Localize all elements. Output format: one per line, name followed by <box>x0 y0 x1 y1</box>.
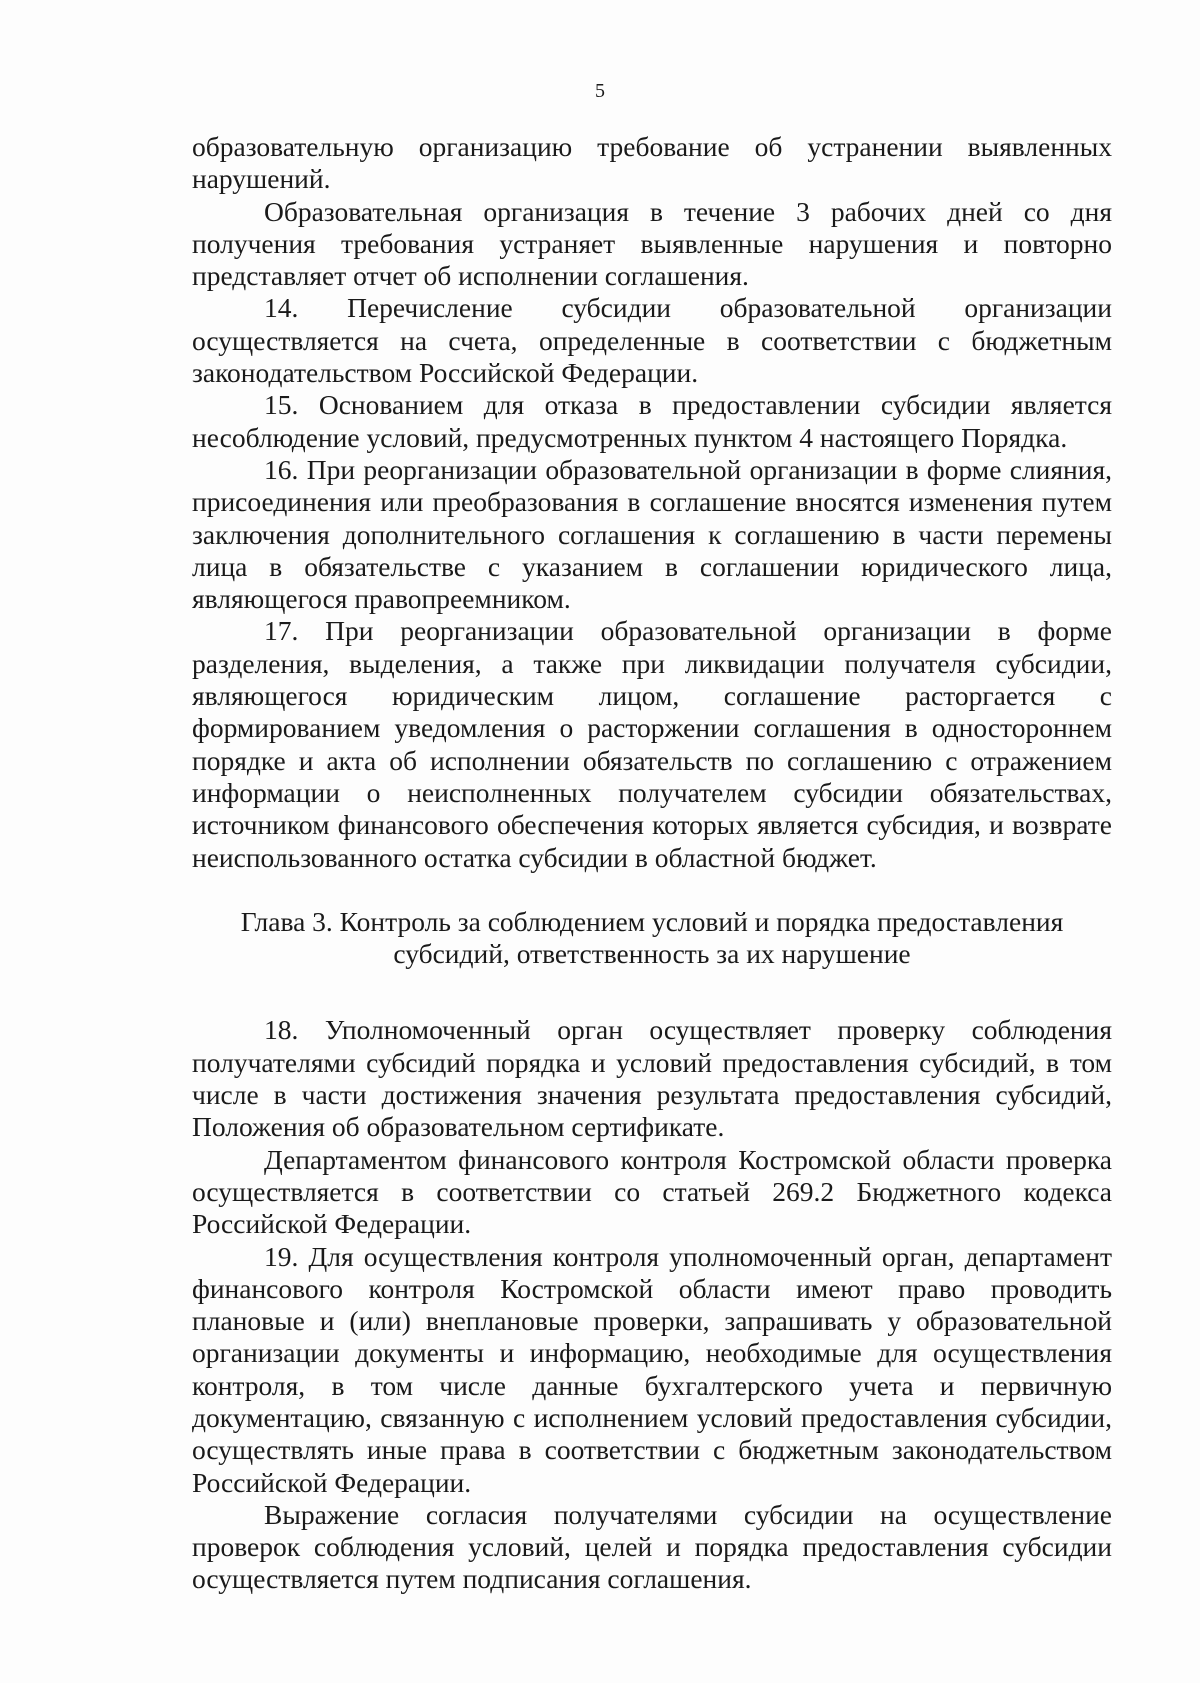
chapter-heading-line-2: субсидий, ответственность за их нарушение <box>393 938 911 970</box>
page-number: 5 <box>595 80 605 102</box>
paragraph-item-17: 17. При реорганизации образовательной организации в форме разделения, выделения, а также при ликвидации получателя субсидии, являющегося юридическим лицом, соглашение расторгается с формированием уведомления о расторжении соглашения в одностороннем порядке и акта об исполнении обязательств по соглашению с отражением информации о неисполненных получателем субсидии обязательствах, источником финансового обеспечения которых является субсидия, и возврате неиспользованного остатка субсидии в областной бюджет. <box>192 615 1112 873</box>
paragraph-item-16: 16. При реорганизации образовательной организации в форме слияния, присоединения или преобразования в соглашение вносятся изменения путем заключения дополнительного соглашения к соглашению в части перемены лица в обязательстве с указанием в соглашении юридического лица, являющегося правопреемником. <box>192 453 1112 615</box>
chapter-heading-line-1: Глава 3. Контроль за соблюдением условий и порядка предоставления <box>240 905 1064 937</box>
paragraph: Департаментом финансового контроля Костромской области проверка осуществляется в соответствии со статьей 269.2 Бюджетного кодекса Российской Федерации. <box>192 1143 1112 1240</box>
chapter-heading <box>192 906 1112 971</box>
paragraph-item-19: 19. Для осуществления контроля уполномоченный орган, департамент финансового контроля Костромской области имеют право проводить плановые и (или) внеплановые проверки, запрашивать у образовательной организации документы и информацию, необходимые для осуществления контроля, в том числе данные бухгалтерского учета и первичную документацию, связанную с исполнением условий предоставления субсидии, осуществлять иные права в соответствии с бюджетным законодательством Российской Федерации. <box>192 1240 1112 1498</box>
document-body <box>192 131 1112 1596</box>
paragraph-item-15: 15. Основанием для отказа в предоставлении субсидии является несоблюдение условий, предусмотренных пунктом 4 настоящего Порядка. <box>192 389 1112 453</box>
paragraph-continuation: образовательную организацию требование об устранении выявленных нарушений. <box>192 131 1112 195</box>
paragraph-item-14: 14. Перечисление субсидии образовательной организации осуществляется на счета, определенные в соответствии с бюджетным законодательством Российской Федерации. <box>192 292 1112 389</box>
paragraph-item-18: 18. Уполномоченный орган осуществляет проверку соблюдения получателями субсидий порядка и условий предоставления субсидий, в том числе в части достижения значения результата предоставления субсидий, Положения об образовательном сертификате. <box>192 1014 1112 1143</box>
paragraph: Выражение согласия получателями субсидии на осуществление проверок соблюдения условий, целей и порядка предоставления субсидии осуществляется путем подписания соглашения. <box>192 1498 1112 1595</box>
paragraph: Образовательная организация в течение 3 рабочих дней со дня получения требования устраняет выявленные нарушения и повторно представляет отчет об исполнении соглашения. <box>192 195 1112 292</box>
